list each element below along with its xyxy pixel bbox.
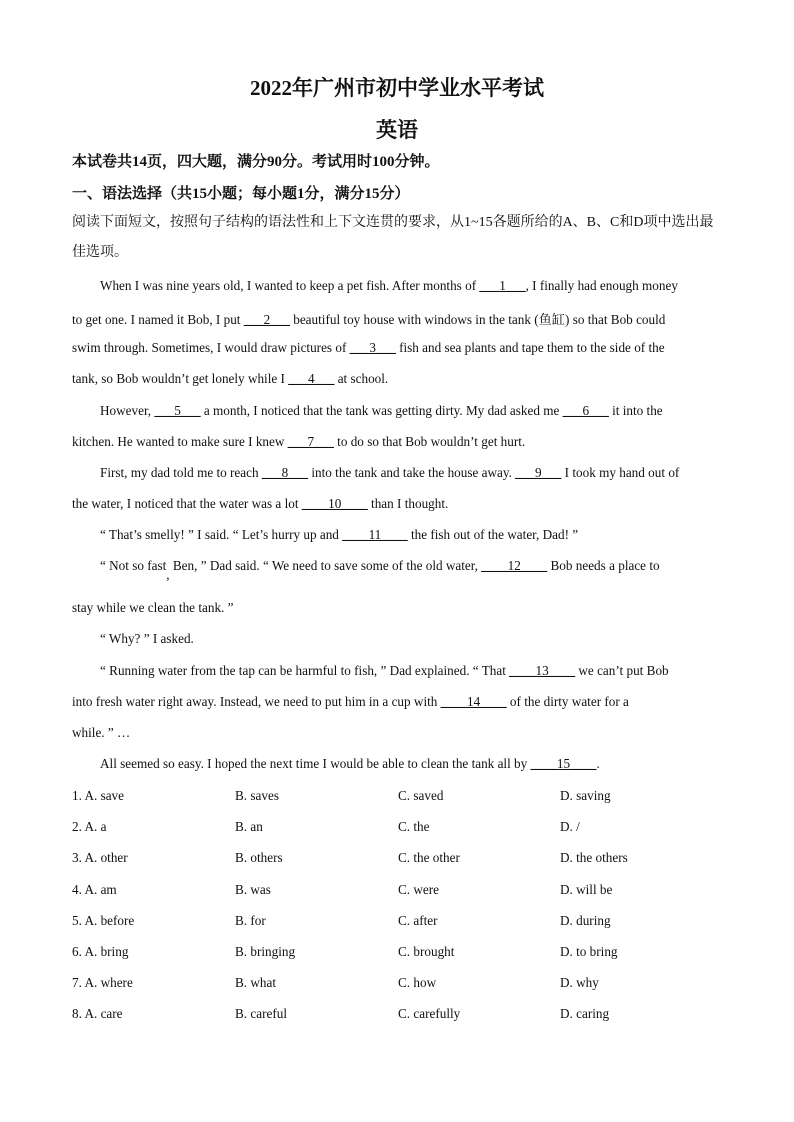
option-d: D. / xyxy=(560,819,580,835)
answer-blank: ___1___ xyxy=(479,278,526,293)
option-c: C. how xyxy=(398,975,437,991)
option-a: 4. A. am xyxy=(72,881,117,897)
passage-line xyxy=(100,278,678,294)
passage-text: However, xyxy=(100,403,155,418)
option-d: D. will be xyxy=(560,881,613,897)
passage-line xyxy=(72,434,525,450)
subject-title: 英语 xyxy=(376,118,418,142)
option-b: B. saves xyxy=(235,788,279,803)
passage-text: kitchen. He wanted to make sure I knew xyxy=(72,434,288,449)
answer-blank: ____14____ xyxy=(440,694,507,709)
exam-title: 2022年广州市初中学业水平考试 xyxy=(250,76,544,100)
passage-line xyxy=(100,465,679,481)
passage-line xyxy=(72,600,233,616)
passage-text: than I thought. xyxy=(367,496,449,511)
option-a: 1. A. save xyxy=(72,788,125,803)
passage-text: All seemed so easy. I hoped the next time I would be able to clean the tank all by xyxy=(100,756,531,771)
option-d: D. why xyxy=(560,975,599,991)
passage-text: at school. xyxy=(334,371,389,386)
option-a: 6. A. bring xyxy=(72,944,129,959)
answer-blank: ____11____ xyxy=(342,527,408,542)
section-heading: 一、语法选择（共15小题；每小题1分，满分15分） xyxy=(72,186,410,202)
answer-blank: ____13____ xyxy=(509,663,576,678)
passage-text: to get one. I named it Bob, I put xyxy=(72,312,244,327)
option-b: B. careful xyxy=(235,1006,287,1022)
passage-text: to do so that Bob wouldn’t get hurt. xyxy=(333,434,526,449)
passage-text: I took my hand out of xyxy=(561,465,680,480)
passage-text: it into the xyxy=(608,403,663,418)
passage-text: “ That’s smelly! ” I said. “ Let’s hurry up and xyxy=(100,527,343,542)
passage-text: , xyxy=(166,567,170,582)
passage-text: Ben, ” Dad said. “ We need to save some of the old water, xyxy=(169,558,482,573)
option-d: D. the others xyxy=(560,850,628,866)
answer-blank: ____12____ xyxy=(481,558,548,573)
passage-text: beautiful toy house with windows in the tank (鱼缸) so that Bob could xyxy=(289,312,666,327)
option-c: C. brought xyxy=(398,944,455,959)
passage-text: “ Running water from the tap can be harmful to fish, ” Dad explained. “ That xyxy=(100,663,510,678)
passage-line xyxy=(72,309,665,328)
option-c: C. the other xyxy=(398,850,460,866)
passage-text: we can’t put Bob xyxy=(575,663,669,678)
passage-line xyxy=(100,527,578,543)
answer-blank: ___4___ xyxy=(288,371,335,386)
answer-blank: ___6___ xyxy=(562,403,609,418)
passage-line xyxy=(72,340,665,356)
answer-blank: ___7___ xyxy=(287,434,334,449)
option-b: B. was xyxy=(235,881,271,897)
passage-text: of the dirty water for a xyxy=(506,694,629,709)
option-c: C. the xyxy=(398,819,430,835)
passage-text: into the tank and take the house away. xyxy=(308,465,516,480)
option-b: B. an xyxy=(235,819,263,835)
option-a: 3. A. other xyxy=(72,850,128,866)
answer-blank: ___2___ xyxy=(243,312,290,327)
passage-text: the water, I noticed that the water was a lot xyxy=(72,496,302,511)
option-d: D. saving xyxy=(560,788,611,803)
passage-text: a month, I noticed that the tank was getting dirty. My dad asked me xyxy=(200,403,563,418)
passage-text: First, my dad told me to reach xyxy=(100,465,262,480)
option-c: C. were xyxy=(398,881,440,897)
option-c: C. carefully xyxy=(398,1006,461,1022)
option-d: D. caring xyxy=(560,1006,610,1022)
option-b: B. bringing xyxy=(235,944,296,959)
answer-blank: ___8___ xyxy=(261,465,309,480)
option-d: D. during xyxy=(560,912,611,928)
exam-info: 本试卷共14页，四大题，满分90分。考试用时100分钟。 xyxy=(72,154,440,170)
option-a: 2. A. a xyxy=(72,819,107,835)
passage-text: the fish out of the water, Dad! ” xyxy=(407,527,579,542)
passage-line xyxy=(72,371,388,387)
passage-text: tank, so Bob wouldn’t get lonely while I xyxy=(72,371,289,386)
instruction-text: 阅读下面短文，按照句子结构的语法性和上下文连贯的要求，从1~15各题所给的A、B、C和D项中选出最佳选项。 xyxy=(72,215,714,260)
passage-text: swim through. Sometimes, I would draw pictures of xyxy=(72,340,350,355)
option-b: B. what xyxy=(235,975,277,991)
passage-text: into fresh water right away. Instead, we need to put him in a cup with xyxy=(72,694,441,709)
answer-blank: ____10____ xyxy=(301,496,368,511)
passage-line xyxy=(100,756,600,772)
passage-text: stay while we clean the tank. ” xyxy=(72,600,234,615)
option-a: 7. A. where xyxy=(72,975,133,991)
passage-text: “ Not so fast xyxy=(100,558,167,573)
passage-line xyxy=(72,725,130,741)
passage-text: , I finally had enough money xyxy=(525,278,678,293)
answer-blank: ___3___ xyxy=(349,340,396,355)
answer-blank: ___9___ xyxy=(515,465,562,480)
passage-line xyxy=(100,558,660,582)
option-b: B. for xyxy=(235,912,266,928)
passage-line xyxy=(72,496,448,512)
answer-blank: ____15____ xyxy=(530,756,597,771)
option-c: C. after xyxy=(398,912,438,928)
passage-line xyxy=(72,694,629,710)
answer-blank: ___5___ xyxy=(154,403,201,418)
option-c: C. saved xyxy=(398,788,444,803)
passage-text: When I was nine years old, I wanted to keep a pet fish. After months of xyxy=(100,278,480,293)
option-b: B. others xyxy=(235,850,283,866)
option-a: 5. A. before xyxy=(72,912,135,928)
option-a: 8. A. care xyxy=(72,1006,123,1022)
passage-text: “ Why? ” I asked. xyxy=(100,631,194,646)
passage-text: . xyxy=(596,756,600,771)
passage-line xyxy=(100,663,669,679)
passage-text: while. ” … xyxy=(72,725,131,740)
passage-text: Bob needs a place to xyxy=(547,558,660,573)
passage-text: fish and sea plants and tape them to the side of the xyxy=(395,340,665,355)
passage-line xyxy=(100,403,663,419)
option-d: D. to bring xyxy=(560,944,618,959)
passage-line xyxy=(100,631,194,647)
